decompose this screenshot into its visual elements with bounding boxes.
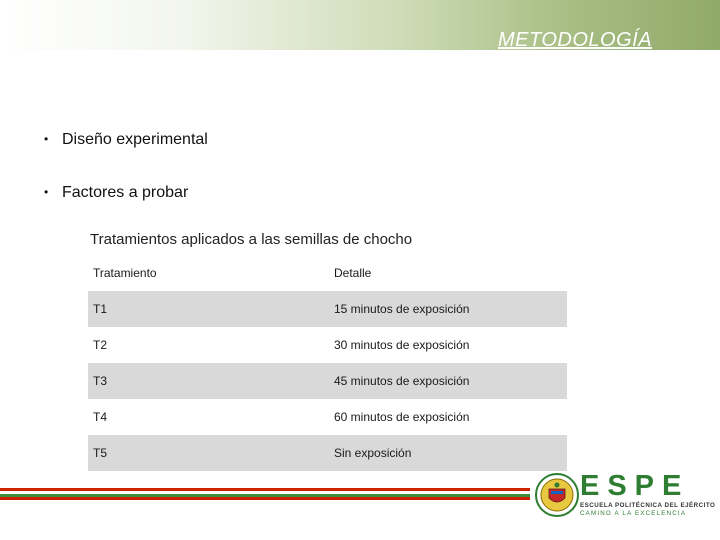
table-cell: T1 [88,291,334,327]
stripe-red [0,497,530,500]
table-cell: T4 [93,410,108,424]
table-row [88,363,567,399]
bullet-text: Diseño experimental [62,131,208,148]
table-cell: T5 [88,435,334,471]
table-cell: T2 [93,338,108,352]
logo-subtitle: ESCUELA POLITÉCNICA DEL EJÉRCITO [580,502,716,509]
treatments-table [88,255,567,471]
bullet-marker: • [44,132,49,146]
table-header-row [88,255,567,291]
table-row [88,327,567,363]
table-row [88,399,567,435]
bullet-marker: • [44,185,49,199]
bullet-text: Factores a probar [62,184,189,201]
table-cell: 45 minutos de exposición [334,363,567,399]
table-row [88,291,567,327]
bullet-item [44,184,188,202]
header-cell: Tratamiento [93,266,157,280]
espe-logo [532,470,720,540]
footer-stripes [0,488,530,500]
logo-tagline: CAMINO A LA EXCELENCIA [580,510,687,517]
table-cell: Sin exposición [334,435,567,471]
table-cell: 15 minutos de exposición [334,291,567,327]
table-caption: Tratamientos aplicados a las semillas de chocho [90,231,413,248]
header-cell: Detalle [334,266,372,280]
crest-icon [534,472,580,518]
slide-title: METODOLOGÍA [498,29,653,51]
logo-letters: ESPE [580,470,690,502]
table-cell: T3 [88,363,334,399]
table-row [88,435,567,471]
table-cell: 60 minutos de exposición [334,410,470,424]
bullet-item [44,131,208,149]
table-cell: 30 minutos de exposición [334,338,470,352]
